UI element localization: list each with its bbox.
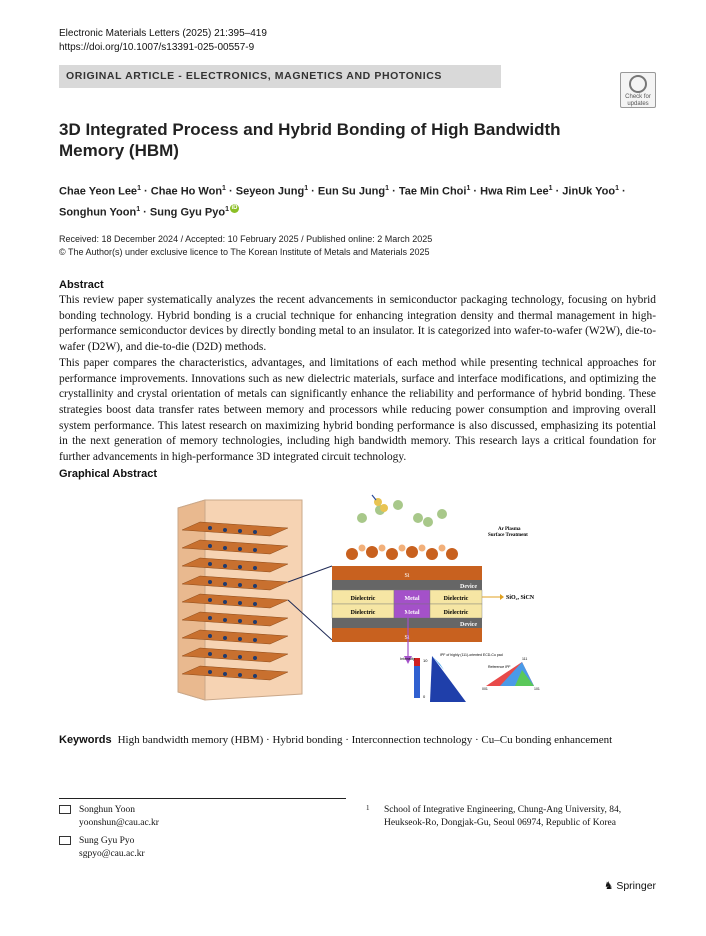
journal-doi[interactable]: https://doi.org/10.1007/s13391-025-00557-9 [59,42,255,53]
svg-text:Reference IPF: Reference IPF [488,665,511,669]
keywords [59,734,612,746]
svg-text:IPF of highly (111)-oriented E: IPF of highly (111)-oriented ECD-Cu pad [440,653,503,657]
publisher-name: Springer [616,880,657,892]
keywords-label: Keywords [59,734,112,746]
svg-text:10: 10 [423,658,428,663]
author: Tae Min Choi [398,185,467,198]
abstract-paragraph: This review paper systematically analyzes the recent advancements in semiconductor packaging technology, focusing on hybrid bonding technology. Hybrid bonding is a crucial technique for enhancing integration density and thermal management in high-performance semiconductor devices by directly bonding metal to an insulator. It is categorized into wafer-to-wafer (W2W), die-to-wafer (D2W), and die-to-die (D2D) methods. [59,294,656,354]
abstract-body [59,293,656,466]
envelope-icon [59,805,71,814]
svg-text:Device: Device [460,584,477,590]
publication-dates [59,233,432,259]
paper-title: 3D Integrated Process and Hybrid Bonding of High Bandwidth Memory (HBM) [59,120,561,160]
correspondent-name: Songhun Yoon [79,805,135,815]
journal-header [59,27,267,55]
check-for-updates-badge[interactable] [620,72,656,108]
svg-text:Device: Device [460,622,477,628]
correspondence-author [59,835,145,861]
svg-text:Dielectric: Dielectric [350,610,376,616]
svg-text:SiO₂, SiCN: SiO₂, SiCN [506,595,535,601]
springer-horse-icon: ♞ [604,880,614,892]
author: Songhun Yoon [59,206,137,219]
copyright-line: © The Author(s) under exclusive licence to The Korean Institute of Metals and Materials 2025 [59,247,430,257]
author: Chae Yeon Lee [59,185,138,198]
abstract-heading: Abstract [59,279,104,291]
keywords-text: High bandwidth memory (HBM) · Hybrid bonding · Interconnection technology · Cu–Cu bonding enhancement [117,734,613,746]
badge-line-2: updates [627,101,649,107]
publisher-logo [604,880,656,892]
svg-text:001: 001 [482,687,488,691]
svg-text:Intensity: Intensity [400,656,415,661]
svg-text:Dielectric: Dielectric [350,596,376,602]
affiliation-number: 1 [366,804,370,812]
article-type-banner [59,65,501,88]
svg-text:Si: Si [404,573,410,579]
abstract-paragraph: This paper compares the characteristics, advantages, and limitations of each method while presenting technical approaches for performance improvements. Innovations such as new dielectric materials, surface and interface modifications, and optimizing the crystallinity and crystal orientation of metals can significantly enhance the reliability and performance of hybrid bonding. These strategies boost data transfer rates between memory and processors while reducing power consumption and improving overall system performance. This latest research on maximizing hybrid bonding performance is also discussed, emphasizing its potential in the next generation of memory technologies, including high bandwidth memory. This research lays a critical foundation for further advancements in high-performance 3D integrated circuit technology. [59,356,656,464]
svg-text:Surface Treatment: Surface Treatment [488,533,528,538]
author-list: Chae Yeon Lee$^1$ · Chae Ho Won$^1$ · Seyeon Jung$^1$ · Eun Su Jung$^1$ · Tae Min Choi$^1$ · Hwa Rim Lee$^1$ · JinUk Yoo$^1$ · Songhun Yoon$^1$ · Sung Gyu Pyo$^1$ iD [59,185,626,219]
article-type-label: ORIGINAL ARTICLE - ELECTRONICS, MAGNETICS AND PHOTONICS [66,70,443,82]
affiliation [366,804,636,830]
author: Eun Su Jung [317,185,386,198]
author: Chae Ho Won [150,185,223,198]
envelope-icon [59,836,71,845]
author: Hwa Rim Lee [480,185,549,198]
graphical-abstract-heading: Graphical Abstract [59,468,158,480]
correspondent-email[interactable]: sgpyo@cau.ac.kr [79,849,145,859]
graphical-abstract-figure [170,490,560,710]
journal-citation: Electronic Materials Letters (2025) 21:395–419 [59,28,267,39]
svg-text:111: 111 [522,657,528,661]
hbm-stack-illustration [178,500,302,700]
author: Sung Gyu Pyo [149,206,226,219]
svg-text:Dielectric: Dielectric [443,610,469,616]
svg-text:Metal: Metal [404,596,420,602]
bookmark-icon [629,75,647,93]
dates-line: Received: 18 December 2024 / Accepted: 10 February 2025 / Published online: 2 March 2025 [59,234,433,244]
svg-text:Si: Si [404,635,410,641]
correspondent-email[interactable]: yoonshun@cau.ac.kr [79,818,159,828]
correspondent-name: Sung Gyu Pyo [79,836,135,846]
svg-text:Metal: Metal [404,610,420,616]
svg-text:Dielectric: Dielectric [443,596,469,602]
author: JinUk Yoo [562,185,616,198]
author: Seyeon Jung [235,185,305,198]
badge-line-1: Check for [625,94,651,100]
svg-text:Ar Plasma: Ar Plasma [498,527,521,532]
affiliation-text: School of Integrative Engineering, Chung-Ang University, 84, Heukseok-Ro, Dongjak-Gu, Seoul 06974, Republic of Korea [384,805,622,828]
correspondence-author [59,804,159,830]
orcid-icon[interactable]: iD [231,204,238,211]
footnote-divider [59,798,346,799]
svg-text:0: 0 [423,694,426,699]
svg-text:101: 101 [534,687,540,691]
